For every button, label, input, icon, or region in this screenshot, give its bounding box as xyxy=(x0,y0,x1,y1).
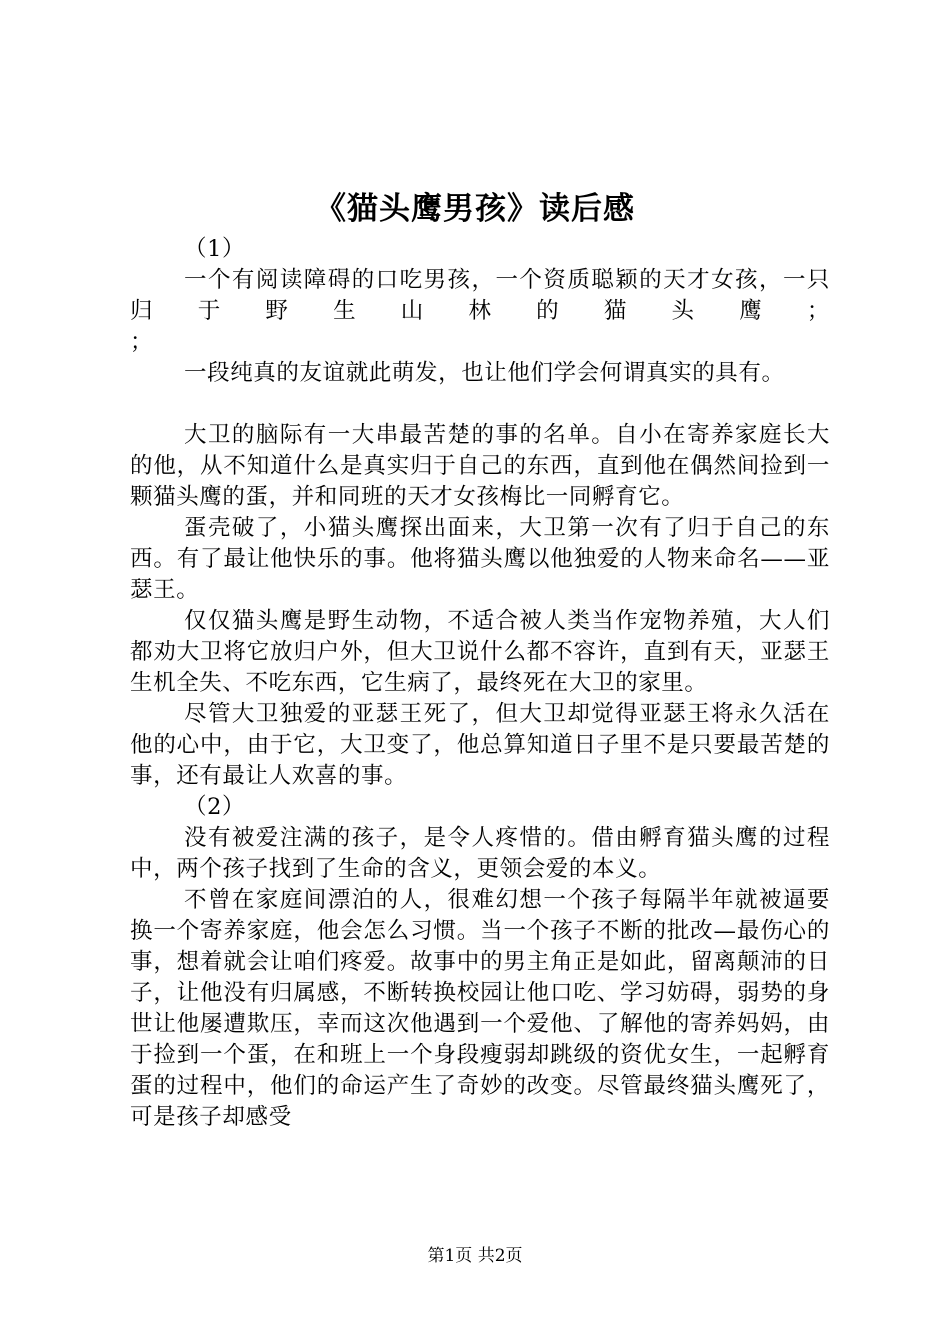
paragraph-wild-animal: 仅仅猫头鹰是野生动物，不适合被人类当作宠物养殖，大人们都劝大卫将它放归户外，但大卫说什么都不容许，直到有天，亚瑟王生机全失、不吃东西，它生病了，最终死在大卫的家里。 xyxy=(130,608,830,696)
section-marker-2: （2） xyxy=(184,794,246,820)
paragraph-friendship: 一段纯真的友谊就此萌发，也让他们学会何谓真实的具有。 xyxy=(184,360,785,386)
paragraph-love: 没有被爱注满的孩子，是令人疼惜的。借由孵育猫头鹰的过程中，两个孩子找到了生命的含义，更领会爱的本义。 xyxy=(130,825,830,882)
document-title: 《猫头鹰男孩》读后感 xyxy=(315,191,635,227)
paragraph-foster: 不曾在家庭间漂泊的人，很难幻想一个孩子每隔半年就被逼要换一个寄养家庭，他会怎么习惯。当一个孩子不断的批改—最伤心的事，想着就会让咱们疼爱。故事中的男主角正是如此，留离颠沛的日子，让他没有归属感，不断转换校园让他口吃、学习妨碍，弱势的身世让他屡遭欺压，幸而这次他遇到一个爱他、了解他的寄养妈妈，由于捡到一个蛋，在和班上一个身段瘦弱却跳级的资优女生，一起孵育蛋的过程中，他们的命运产生了奇妙的改变。尽管最终猫头鹰死了，可是孩子却感受 xyxy=(130,887,830,1130)
page-footer: 第1页 共2页 xyxy=(427,1246,523,1266)
document-body xyxy=(130,234,830,1133)
paragraph-david-list: 大卫的脑际有一大串最苦楚的事的名单。自小在寄养家庭长大的他，从不知道什么是真实归于自己的东西，直到他在偶然间捡到一颗猫头鹰的蛋，并和同班的天才女孩梅比一同孵育它。 xyxy=(130,422,830,510)
paragraph-eggshell: 蛋壳破了，小猫头鹰探出面来，大卫第一次有了归于自己的东西。有了最让他快乐的事。他将猫头鹰以他独爱的人物来命名——亚瑟王。 xyxy=(130,515,830,603)
paragraph-arthur-died: 尽管大卫独爱的亚瑟王死了，但大卫却觉得亚瑟王将永久活在他的心中，由于它，大卫变了，他总算知道日子里不是只要最苦楚的事，还有最让人欢喜的事。 xyxy=(130,701,830,789)
section-marker-1: （1） xyxy=(184,236,246,262)
blank-line xyxy=(130,389,830,420)
paragraph-semicolon: ； xyxy=(130,329,154,355)
paragraph-intro: 一个有阅读障碍的口吃男孩，一个资质聪颖的天才女孩，一只归于野生山林的猫头鹰； xyxy=(130,267,830,324)
